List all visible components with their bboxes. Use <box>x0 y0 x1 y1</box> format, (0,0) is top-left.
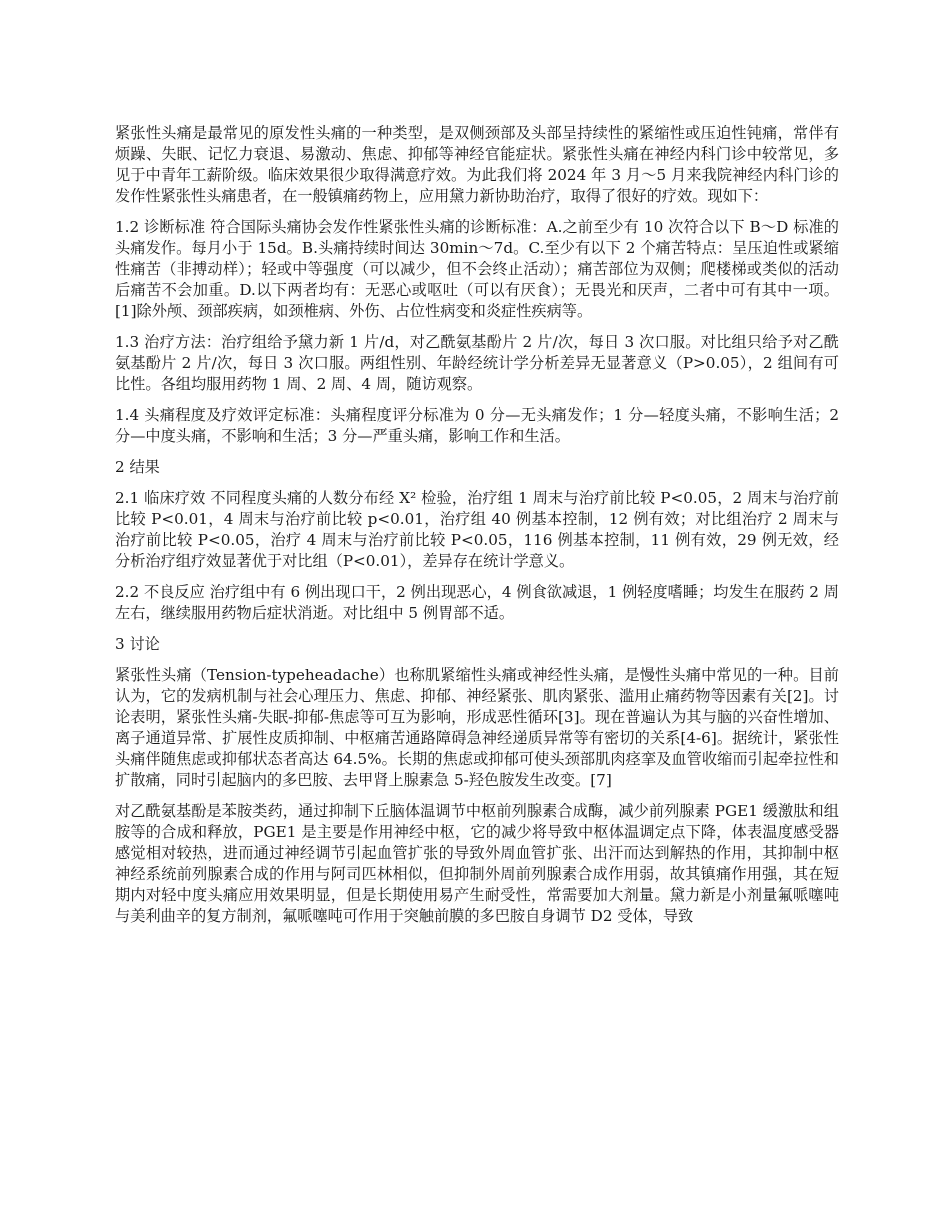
document-body <box>115 123 839 937</box>
discussion-paragraph-2: 对乙酰氨基酚是苯胺类药，通过抑制下丘脑体温调节中枢前列腺素合成酶，减少前列腺素 PGE1 缓激肽和组胺等的合成和释放，PGE1 是主要是作用神经中枢，它的减少将导致中枢体温调定点下降，体表温度感受器感觉相对较热，进而通过神经调节引起血管扩张的导致外周血管扩张、出汗而达到解热的作用，其抑制中枢神经系统前列腺素合成的作用与阿司匹林相似，但抑制外周前列腺素合成作用弱，故其镇痛作用强，其在短期内对轻中度头痛应用效果明显，但是长期使用易产生耐受性，常需要加大剂量。黛力新是小剂量氟哌噻吨与美利曲辛的复方制剂，氟哌噻吨可作用于突触前膜的多巴胺自身调节 D2 受体，导致 <box>115 802 839 925</box>
discussion-heading: 3 讨论 <box>115 635 160 653</box>
discussion-paragraph-1: 紧张性头痛（Tension-typeheadache）也称肌紧缩性头痛或神经性头痛，是慢性头痛中常见的一种。目前认为，它的发病机制与社会心理压力、焦虑、抑郁、神经紧张、肌肉紧张、滥用止痛药物等因素有关[2]。讨论表明，紧张性头痛-失眠-抑郁-焦虑等可互为影响，形成恶性循环[3]。现在普遍认为其与脑的兴奋性增加、离子通道异常、扩展性皮质抑制、中枢痛苦通路障碍急神经递质异常等有密切的关系[4-6]。据统计，紧张性头痛伴随焦虑或抑郁状态者高达 64.5%。长期的焦虑或抑郁可使头颈部肌肉痉挛及血管收缩而引起牵拉性和扩散痛，同时引起脑内的多巴胺、去甲肾上腺素急 5-羟色胺发生改变。[7] <box>115 666 839 789</box>
adverse-reactions-paragraph: 2.2 不良反应 治疗组中有 6 例出现口干，2 例出现恶心，4 例食欲减退，1 例轻度嗜睡；均发生在服药 2 周左右，继续服用药物后症状消逝。对比组中 5 例胃部不适。 <box>115 583 839 622</box>
intro-paragraph: 紧张性头痛是最常见的原发性头痛的一种类型，是双侧颈部及头部呈持续性的紧缩性或压迫性钝痛，常伴有烦躁、失眠、记忆力衰退、易激动、焦虑、抑郁等神经官能症状。紧张性头痛在神经内科门诊中较常见，多见于中青年工薪阶级。临床效果很少取得满意疗效。为此我们将 2024 年 3 月～5 月来我院神经内科门诊的发作性紧张性头痛患者，在一般镇痛药物上，应用黛力新协助治疗，取得了很好的疗效。现如下： <box>115 124 839 205</box>
treatment-method-paragraph: 1.3 治疗方法：治疗组给予黛力新 1 片/d，对乙酰氨基酚片 2 片/次，每日 3 次口服。对比组只给予对乙酰氨基酚片 2 片/次，每日 3 次口服。两组性别、年龄经统计学分析差异无显著意义（P>0.05），2 组间有可比性。各组均服用药物 1 周、2 周、4 周，随访观察。 <box>115 333 839 393</box>
diagnostic-criteria-paragraph: 1.2 诊断标准 符合国际头痛协会发作性紧张性头痛的诊断标准：A.之前至少有 10 次符合以下 B～D 标准的头痛发作。每月小于 15d。B.头痛持续时间达 30min～7d。C.至少有以下 2 个痛苦特点：呈压迫性或紧缩性痛苦（非搏动样）；轻或中等强度（可以减少，但不会终止活动）；痛苦部位为双侧；爬楼梯或类似的活动后痛苦不会加重。D.以下两者均有：无恶心或呕吐（可以有厌食）；无畏光和厌声，二者中可有其中一项。[1]除外颅、颈部疾病，如颈椎病、外伤、占位性病变和炎症性疾病等。 <box>115 218 839 320</box>
evaluation-criteria-paragraph: 1.4 头痛程度及疗效评定标准：头痛程度评分标准为 0 分—无头痛发作；1 分—轻度头痛，不影响生活；2 分—中度头痛，不影响和生活；3 分—严重头痛，影响工作和生活。 <box>115 406 839 445</box>
clinical-efficacy-paragraph: 2.1 临床疗效 不同程度头痛的人数分布经 X² 检验，治疗组 1 周末与治疗前比较 P<0.05，2 周末与治疗前比较 P<0.01，4 周末与治疗前比较 p<0.01，治疗组 40 例基本控制，12 例有效；对比组治疗 2 周末与治疗前比较 P<0.05，治疗 4 周末与治疗前比较 P<0.05，116 例基本控制，11 例有效，29 例无效，经分析治疗组疗效显著优于对比组（P<0.01），差异存在统计学意义。 <box>115 489 839 570</box>
results-heading: 2 结果 <box>115 458 160 476</box>
